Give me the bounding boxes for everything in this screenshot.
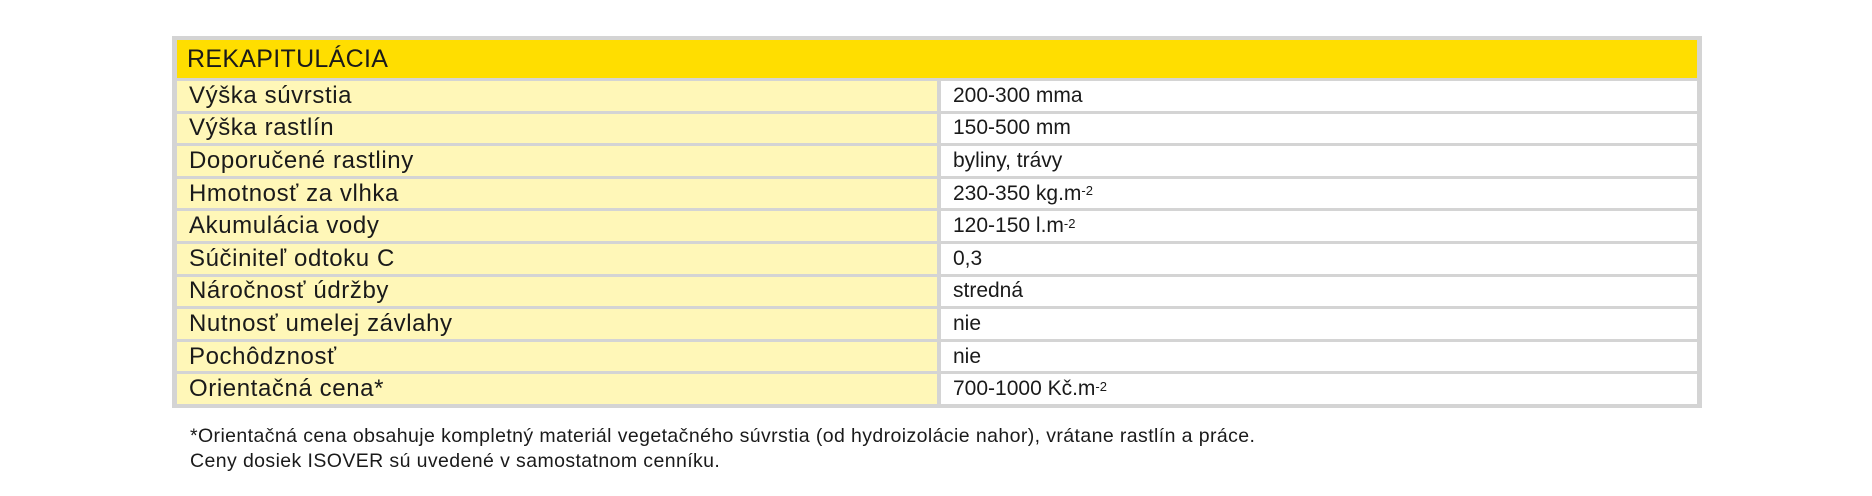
row-value [941, 114, 1697, 144]
footnote-line-2: Ceny dosiek ISOVER sú uvedené v samostatnom cenníku. [190, 450, 721, 472]
row-value-text: nie [953, 311, 982, 335]
table-row [177, 211, 1697, 241]
row-label: Pochôdznosť [177, 342, 937, 372]
table-row [177, 244, 1697, 274]
row-value [941, 81, 1697, 111]
row-label: Akumulácia vody [177, 211, 937, 241]
row-label: Výška rastlín [177, 114, 937, 144]
row-value-text: 230-350 kg.m [953, 181, 1082, 205]
row-label: Orientačná cena* [177, 374, 937, 404]
row-value-text: 700-1000 Kč.m [953, 377, 1096, 401]
row-value [941, 277, 1697, 307]
table-row [177, 277, 1697, 307]
row-label: Hmotnosť za vlhka [177, 179, 937, 209]
recap-table [172, 36, 1702, 408]
row-value [941, 211, 1697, 241]
row-label: Súčiniteľ odtoku C [177, 244, 937, 274]
footnote [190, 424, 1255, 474]
table-row [177, 81, 1697, 111]
row-value-text: 200-300 mma [953, 83, 1083, 107]
row-value [941, 342, 1697, 372]
row-value [941, 374, 1697, 404]
table-title: REKAPITULÁCIA [177, 40, 1697, 78]
row-value-text: byliny, trávy [953, 148, 1063, 172]
row-value-text: stredná [953, 279, 1024, 303]
table-row [177, 114, 1697, 144]
table-row [177, 146, 1697, 176]
table-row [177, 342, 1697, 372]
table-row [177, 309, 1697, 339]
row-value-exponent: -2 [1095, 378, 1107, 394]
row-label: Doporučené rastliny [177, 146, 937, 176]
row-label: Nutnosť umelej závlahy [177, 309, 937, 339]
row-value-text: 0,3 [953, 246, 983, 270]
footnote-line-1: *Orientačná cena obsahuje kompletný materiál vegetačného súvrstia (od hydroizolácie nahor), vrátane rastlín a práce. [190, 425, 1256, 447]
row-value [941, 244, 1697, 274]
row-value-text: nie [953, 344, 982, 368]
row-label: Náročnosť údržby [177, 277, 937, 307]
table-row [177, 374, 1697, 404]
row-value [941, 146, 1697, 176]
row-value-exponent: -2 [1081, 183, 1093, 199]
row-value [941, 309, 1697, 339]
row-label: Výška súvrstia [177, 81, 937, 111]
row-value-exponent: -2 [1063, 215, 1076, 231]
row-value-text: 150-500 mm [953, 116, 1071, 140]
row-value [941, 179, 1697, 209]
row-value-text: 120-150 l.m [953, 214, 1064, 238]
table-rows [177, 81, 1697, 404]
table-row [177, 179, 1697, 209]
